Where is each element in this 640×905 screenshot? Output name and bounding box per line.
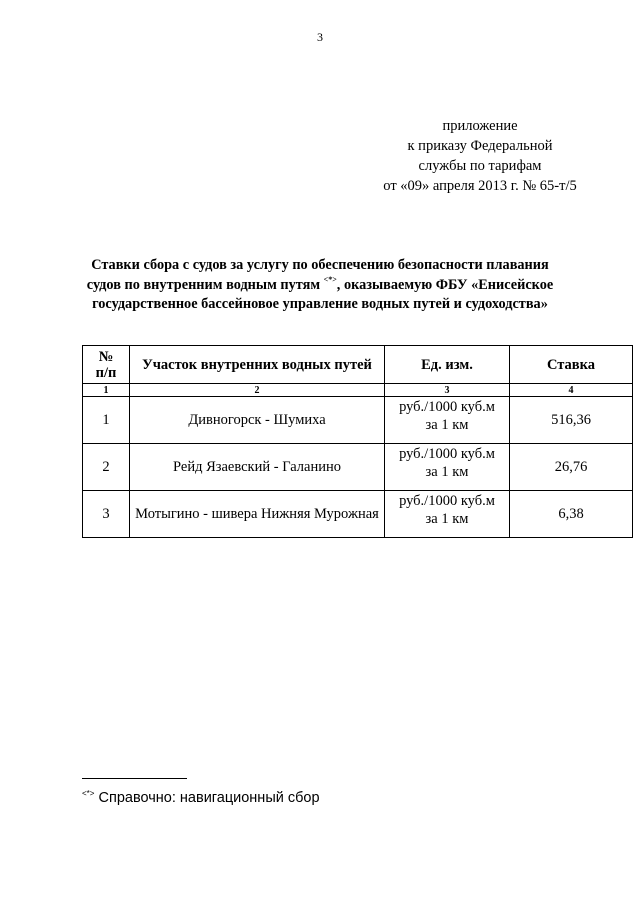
row-unit <box>385 397 510 444</box>
title-line-2-start: судов по внутренним водным путям <box>86 276 324 293</box>
header-num <box>83 346 130 384</box>
row-num: 2 <box>83 444 130 491</box>
title-footnote-mark: <*> <box>323 274 337 284</box>
footnote-text: Справочно: навигационный сбор <box>98 790 320 806</box>
row-num: 3 <box>83 491 130 538</box>
column-number: 4 <box>510 384 633 397</box>
row-unit-line-2: за 1 км <box>425 417 469 433</box>
row-rate: 6,38 <box>510 491 633 538</box>
header-rate: Ставка <box>510 346 633 384</box>
column-number-row <box>83 384 633 397</box>
table-header-row <box>83 346 633 384</box>
row-unit-line-2: за 1 км <box>425 511 469 527</box>
row-rate: 516,36 <box>510 397 633 444</box>
row-rate: 26,76 <box>510 444 633 491</box>
title-line-3: государственное бассейновое управление водных путей и судоходства» <box>92 296 548 312</box>
table-row <box>83 397 633 444</box>
header-num-line-2: п/п <box>95 364 117 381</box>
column-number: 2 <box>130 384 385 397</box>
title-line-2 <box>70 276 570 296</box>
header-section: Участок внутренних водных путей <box>130 346 385 384</box>
document-title <box>70 256 570 315</box>
appendix-line-2: к приказу Федеральной <box>407 138 553 154</box>
header-unit: Ед. изм. <box>385 346 510 384</box>
rates-table <box>82 345 633 538</box>
table-row <box>83 444 633 491</box>
row-unit-line-2: за 1 км <box>425 464 469 480</box>
footnote <box>82 790 320 806</box>
table-row <box>83 491 633 538</box>
title-line-1: Ставки сбора с судов за услугу по обеспечению безопасности плавания <box>91 257 549 273</box>
column-number: 1 <box>83 384 130 397</box>
page-number: 3 <box>317 30 323 44</box>
row-section: Рейд Язаевский - Галанино <box>130 444 385 491</box>
appendix-block <box>330 116 630 196</box>
row-unit <box>385 444 510 491</box>
title-line-2-end: , оказываемую ФБУ «Енисейское <box>336 276 554 293</box>
row-unit-line-1: руб./1000 куб.м <box>399 493 495 509</box>
appendix-line-1: приложение <box>442 118 518 134</box>
row-unit-line-1: руб./1000 куб.м <box>399 399 495 415</box>
row-section: Дивногорск - Шумиха <box>130 397 385 444</box>
column-number: 3 <box>385 384 510 397</box>
row-num: 1 <box>83 397 130 444</box>
row-unit-line-1: руб./1000 куб.м <box>399 446 495 462</box>
footnote-divider <box>82 778 187 779</box>
footnote-mark: <*> <box>82 789 95 798</box>
header-num-line-1: № <box>98 348 114 365</box>
row-section: Мотыгино - шивера Нижняя Мурожная <box>130 491 385 538</box>
appendix-line-3: службы по тарифам <box>418 158 542 174</box>
row-unit <box>385 491 510 538</box>
appendix-line-4: от «09» апреля 2013 г. № 65-т/5 <box>383 178 577 194</box>
